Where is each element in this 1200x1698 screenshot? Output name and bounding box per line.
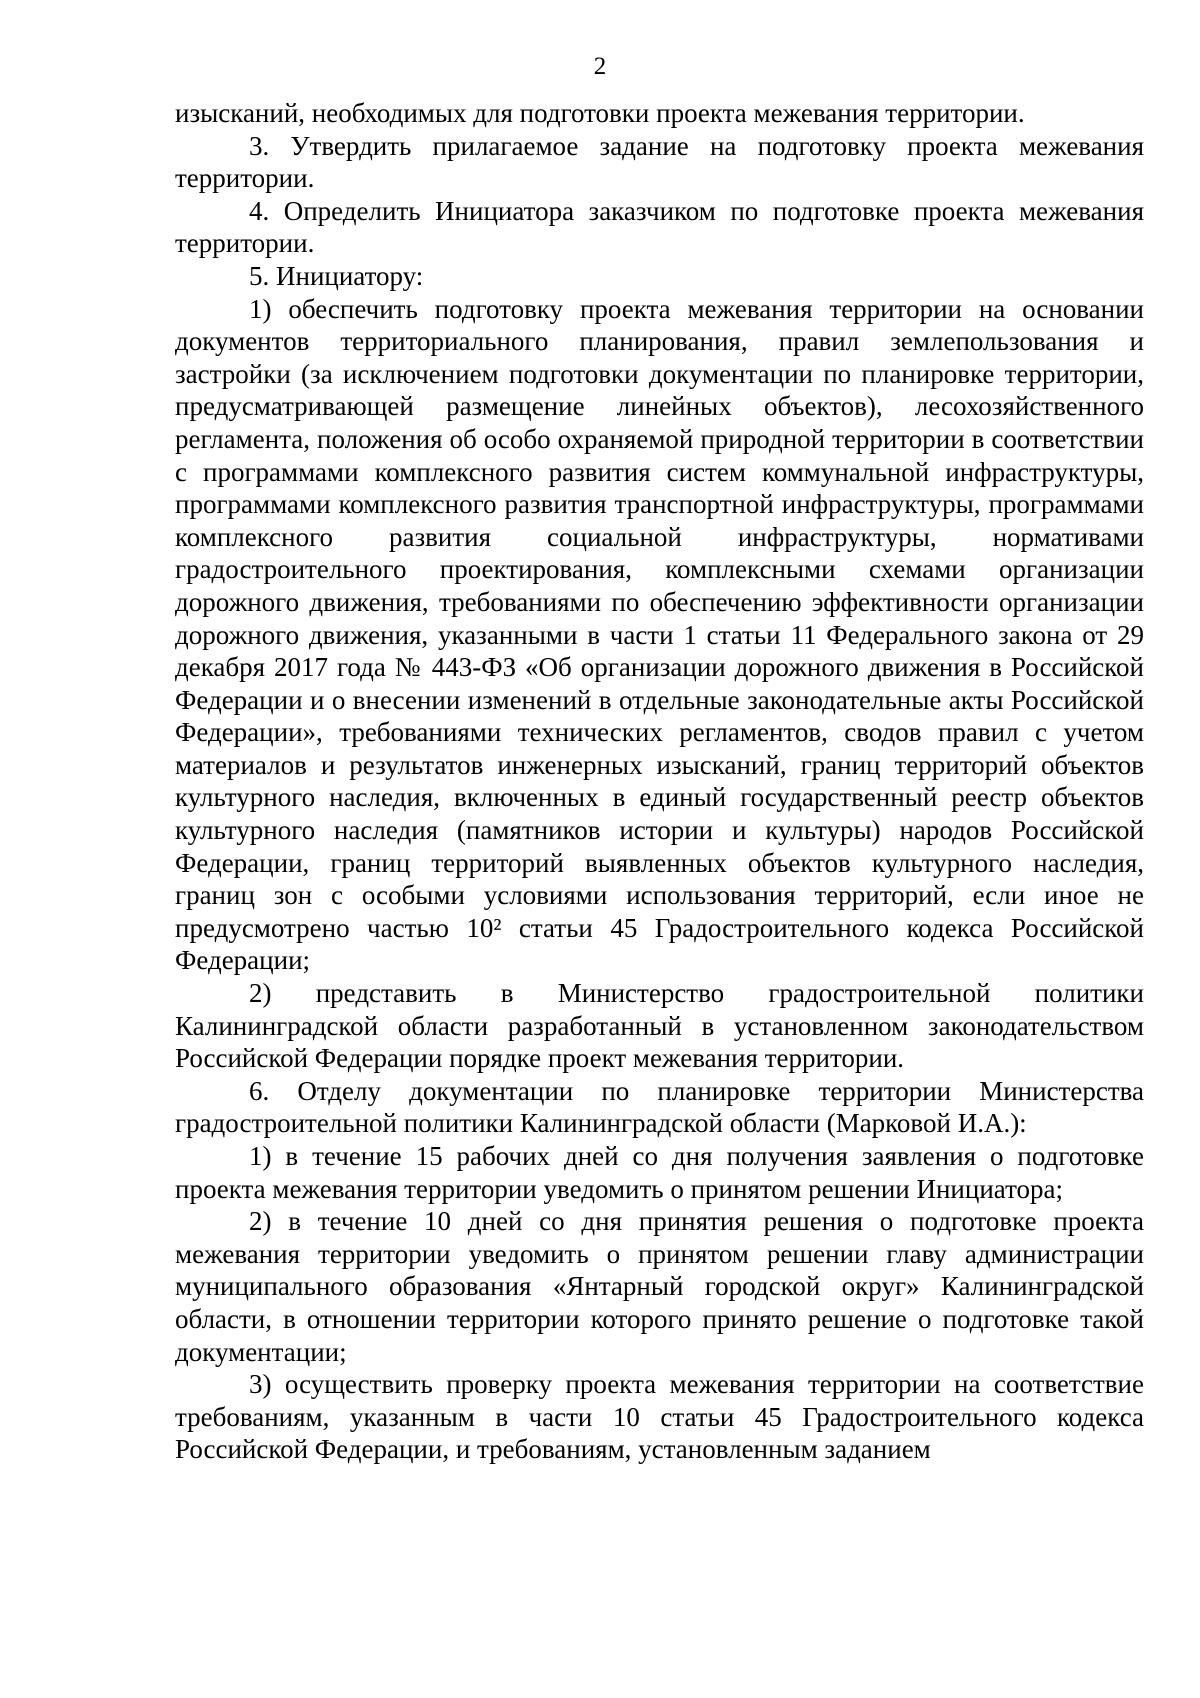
paragraph-item-6-3: 3) осуществить проверку проекта межевания территории на соответствие требованиям, указанным в части 10 статьи 45 Градостроительного кодекса Российской Федерации, и требованиям, установленным заданием bbox=[175, 1369, 1144, 1465]
page-number: 2 bbox=[593, 53, 607, 80]
paragraph-item-5-1: 1) обеспечить подготовку проекта межевания территории на основании документов территориального планирования, правил землепользования и застройки (за исключением подготовки документации по планировке территории, предусматривающей размещение линейных объектов), лесохозяйственного регламента, положения об особо охраняемой природной территории в соответствии с программами комплексного развития систем коммунальной инфраструктуры, программами комплексного развития транспортной инфраструктуры, программами комплексного развития социальной инфраструктуры, нормативами градостроительного проектирования, комплексными схемами организации дорожного движения, требованиями по обеспечению эффективности организации дорожного движения, указанными в части 1 статьи 11 Федерального закона от 29 декабря 2017 года № 443-ФЗ «Об организации дорожного движения в Российской Федерации и о внесении изменений в отдельные законодательные акты Российской Федерации», требованиями технических регламентов, сводов правил с учетом материалов и результатов инженерных изысканий, границ территорий объектов культурного наследия, включенных в единый государственный реестр объектов культурного наследия (памятников истории и культуры) народов Российской Федерации, границ территорий выявленных объектов культурного наследия, границ зон с особыми условиями использования территорий, если иное не предусмотрено частью 10² статьи 45 Градостроительного кодекса Российской Федерации; bbox=[175, 293, 1144, 976]
paragraph-item-5-2: 2) представить в Министерство градостроительной политики Калининградской области разработанный в установленном законодательством Российской Федерации порядке проект межевания территории. bbox=[175, 978, 1144, 1074]
paragraph-continuation: изысканий, необходимых для подготовки проекта межевания территории. bbox=[175, 98, 1025, 128]
paragraph-item-6: 6. Отделу документации по планировке территории Министерства градостроительной политики Калининградской области (Марковой И.А.): bbox=[175, 1075, 1144, 1139]
paragraph-item-6-1: 1) в течение 15 рабочих дней со дня получения заявления о подготовке проекта межевания территории уведомить о принятом решении Инициатора; bbox=[175, 1141, 1144, 1204]
paragraph-item-6-2: 2) в течение 10 дней со дня принятия решения о подготовке проекта межевания территории уведомить о принятом решении главу администрации муниципального образования «Янтарный городской округ» Калининградской области, в отношении территории которого принято решение о подготовке такой документации; bbox=[175, 1206, 1144, 1367]
paragraph-item-4: 4. Определить Инициатора заказчиком по подготовке проекта межевания территории. bbox=[175, 195, 1144, 259]
paragraph-item-3: 3. Утвердить прилагаемое задание на подготовку проекта межевания территории. bbox=[175, 130, 1144, 194]
document-body bbox=[175, 97, 1144, 1466]
paragraph-item-5: 5. Инициатору: bbox=[249, 260, 424, 291]
